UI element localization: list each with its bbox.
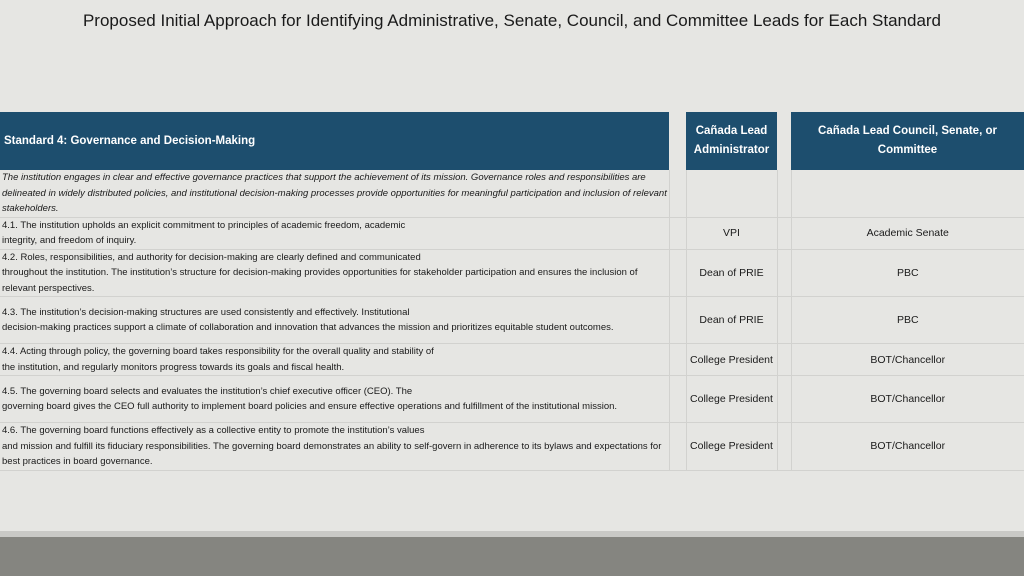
lead-administrator: College President [686, 376, 777, 423]
standard-text-line1: 4.5. The governing board selects and evaluates the institution’s chief executive officer (CEO). The [2, 385, 413, 397]
lead-council: Academic Senate [791, 217, 1024, 249]
table-row [0, 249, 1024, 297]
table-row [0, 376, 1024, 423]
lead-council: PBC [791, 297, 1024, 344]
table-row [0, 297, 1024, 344]
lead-administrator: VPI [686, 217, 777, 249]
standard-text [0, 249, 669, 297]
standards-table [0, 112, 1024, 471]
lead-council: PBC [791, 249, 1024, 297]
header-lead-council [791, 112, 1024, 170]
standard-text [0, 297, 669, 344]
column-gap [777, 112, 791, 170]
table-row [0, 217, 1024, 249]
header-standard: Standard 4: Governance and Decision-Making [0, 112, 669, 170]
standard-text-line1: 4.6. The governing board functions effectively as a collective entity to promote the institution’s values [2, 425, 425, 436]
lead-administrator: College President [686, 344, 777, 376]
lead-administrator: Dean of PRIE [686, 297, 777, 344]
footer-band [0, 537, 1024, 576]
lead-council: BOT/Chancellor [791, 423, 1024, 471]
table-row-intro [0, 170, 1024, 217]
standard-intro: The institution engages in clear and effective governance practices that support the achievement of its mission. Governance roles and responsibilities are delineated in widely distributed policies, and institutional decision-making processes provide opportunities for meaningful participation and inclusion of relevant stakeholders. [0, 170, 669, 217]
column-gap [669, 112, 686, 170]
lead-council: BOT/Chancellor [791, 376, 1024, 423]
standard-text-line1: 4.3. The institution’s decision-making structures are used consistently and effectively. Institutional [2, 306, 410, 318]
standard-text-line2: throughout the institution. The institution’s structure for decision-making provides opportunities for stakeholder participation and ensures the inclusion of relevant perspectives. [2, 267, 638, 294]
standard-text-line2: decision-making practices support a climate of collaboration and innovation that advances the mission and prioritizes equitable student outcomes. [2, 322, 614, 333]
header-admin-line1: Cañada Lead [695, 125, 768, 137]
standard-text [0, 344, 669, 376]
standard-text-line2: integrity, and freedom of inquiry. [2, 235, 137, 246]
header-lead-administrator [686, 112, 777, 170]
table-row [0, 344, 1024, 376]
standard-text-line2: governing board gives the CEO full authority to implement board policies and ensure effective operations and fulfillment of the institutional mission. [2, 401, 618, 412]
standard-text-line2: and mission and fulfill its fiduciary responsibilities. The governing board demonstrates an ability to self-govern in adherence to its bylaws and expectations for best practices in board governance. [2, 440, 662, 467]
lead-administrator: Dean of PRIE [686, 249, 777, 297]
lead-council: BOT/Chancellor [791, 344, 1024, 376]
standard-text-line1: 4.1. The institution upholds an explicit commitment to principles of academic freedom, academic [2, 219, 406, 231]
standard-text-line1: 4.4. Acting through policy, the governing board takes responsibility for the overall quality and stability of [2, 346, 434, 357]
standard-text-line2: the institution, and regularly monitors progress towards its goals and fiscal health. [2, 361, 345, 373]
page-title: Proposed Initial Approach for Identifying Administrative, Senate, Council, and Committee Leads for Each Standard [82, 11, 942, 30]
lead-administrator: College President [686, 423, 777, 471]
table-header-row [0, 112, 1024, 170]
header-admin-line2: Administrator [693, 144, 770, 156]
standard-text [0, 423, 669, 471]
standard-text-line1: 4.2. Roles, responsibilities, and authority for decision-making are clearly defined and communicated [2, 251, 421, 263]
standard-text [0, 217, 669, 249]
header-council-line1: Cañada Lead Council, Senate, or [818, 125, 997, 137]
header-council-line2: Committee [877, 144, 938, 156]
standard-text [0, 376, 669, 423]
table-row [0, 423, 1024, 471]
